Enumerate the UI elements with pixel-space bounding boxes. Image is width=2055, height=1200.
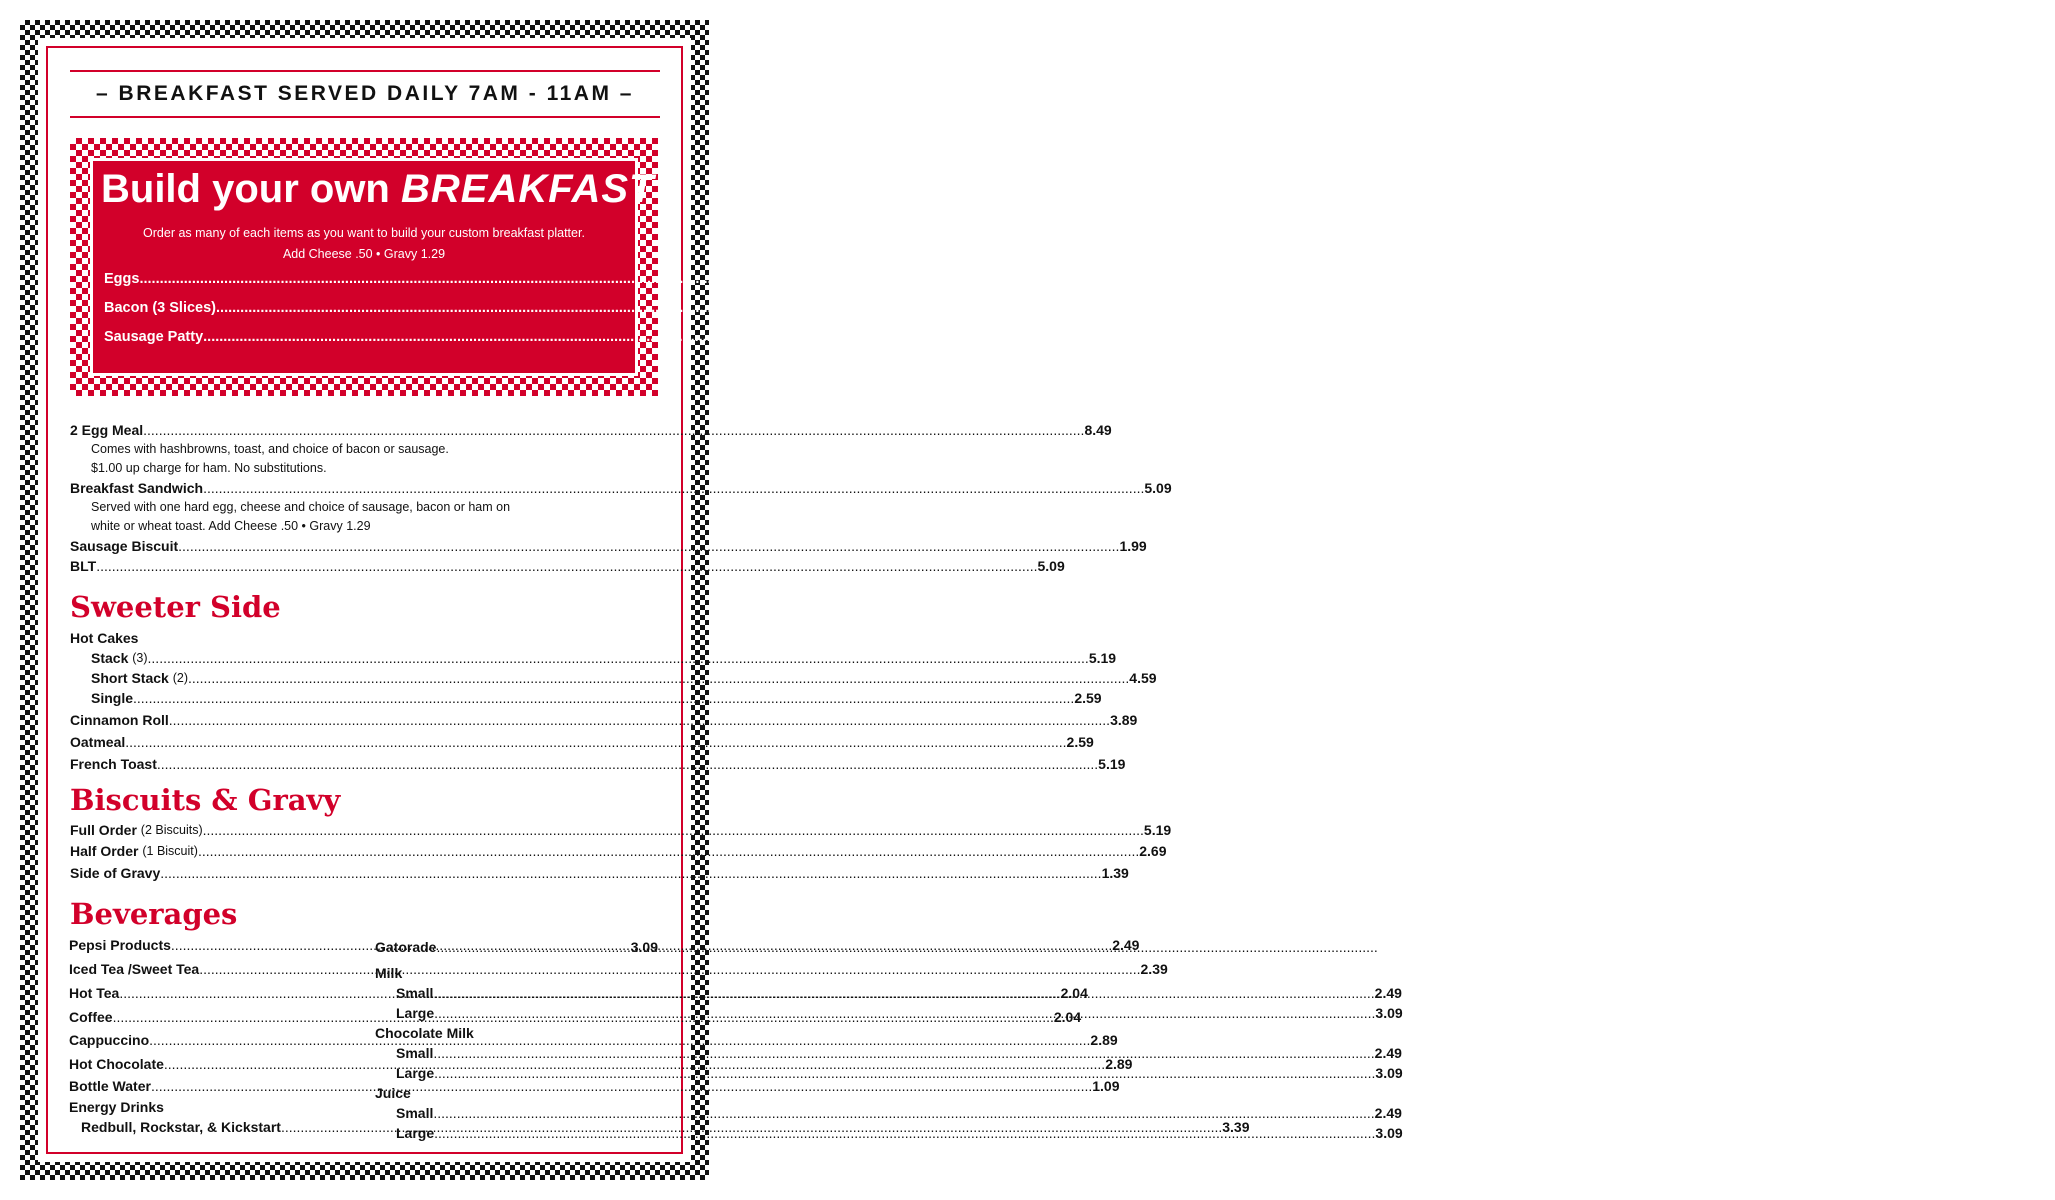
red-rule-top xyxy=(46,46,683,48)
menu-item: French Toast ..... 5.19 xyxy=(70,754,658,774)
menu-item: Small ..... 2.49 xyxy=(375,983,658,1003)
menu-item: Bottle Water ..... 1.09 xyxy=(69,1076,352,1096)
menu-item: Stack (3) ..... 5.19 xyxy=(70,648,658,668)
menu-item: Cappuccino ..... 2.89 xyxy=(69,1030,352,1050)
menu-item: Large ..... 3.09 xyxy=(375,1003,658,1023)
menu-item: Hashbrowns ..... 2.29 xyxy=(1074,298,2055,318)
menu-item: Cinnamon Roll ..... 3.89 xyxy=(70,710,658,730)
item-description: $1.00 up charge for ham. No substitutions. xyxy=(91,461,327,475)
item-description: white or wheat toast. Add Cheese .50 • Gravy 1.29 xyxy=(91,519,371,533)
menu-item: Sausage Biscuit ..... 1.99 xyxy=(70,536,658,556)
item-description: Served with one hard egg, cheese and choice of sausage, bacon or ham on xyxy=(91,500,511,514)
build-description: Order as many of each items as you want to build your custom breakfast platter. Add Cheese .50 • Gravy 1.29 xyxy=(143,226,585,261)
build-title: Build your own BREAKFAST xyxy=(101,167,655,211)
menu-item: White or Wheat Toast ..... 1.39 xyxy=(1074,327,2055,347)
build-items xyxy=(104,269,2055,347)
menu-item: Coffee ..... 2.04 xyxy=(69,1007,352,1027)
menu-item: Redbull, Rockstar, & Kickstart ..... 3.39 xyxy=(69,1117,352,1137)
menu-item: Full Order (2 Biscuits) ..... 5.19 xyxy=(70,820,658,840)
sweeter-side-heading: Sweeter Side xyxy=(70,590,281,624)
red-rule-left xyxy=(46,46,48,1154)
breakfast-hours-banner: – BREAKFAST SERVED DAILY 7AM - 11AM – xyxy=(70,70,660,118)
sweeter-items xyxy=(70,628,1157,774)
milk-label: Milk xyxy=(375,965,403,981)
menu-item: Oatmeal ..... 2.59 xyxy=(70,732,658,752)
menu-item: Large ..... 3.09 xyxy=(375,1123,658,1143)
menu-item: Hot Tea ..... 2.04 xyxy=(69,983,352,1003)
beverages-heading: Beverages xyxy=(70,897,238,931)
menu-item: Pepsi Products ..... 2.49 xyxy=(69,935,352,955)
main-items xyxy=(70,420,1172,576)
build-your-own-panel xyxy=(70,138,2055,396)
menu-item: 2 Egg Meal ..... 8.49 xyxy=(70,420,658,440)
menu-item: Small ..... 2.49 xyxy=(375,1043,658,1063)
menu-item: Side of Gravy ..... 1.39 xyxy=(70,863,658,883)
menu-item: Breakfast Sandwich ..... 5.09 xyxy=(70,478,658,498)
menu-item: Small ..... 2.49 xyxy=(375,1103,658,1123)
biscuits-gravy-heading: Biscuits & Gravy xyxy=(70,783,341,817)
menu-item: Bacon (3 Slices) ..... 2.69 xyxy=(104,298,1050,318)
menu-item: Large ..... 3.09 xyxy=(375,1063,658,1083)
menu-item: Hot Chocolate ..... 2.89 xyxy=(69,1054,352,1074)
menu-item: Short Stack (2) ..... 4.59 xyxy=(70,668,658,688)
red-rule-bottom xyxy=(46,1152,683,1154)
menu-item: Eggs ..... 1.39 xyxy=(104,269,1050,289)
energy-drinks-label: Energy Drinks xyxy=(69,1099,164,1115)
juice-label: Juice xyxy=(375,1085,411,1101)
menu-item: Sausage Patty ..... 1.49 xyxy=(104,327,1050,347)
menu-item: BLT ..... 5.09 xyxy=(70,556,658,576)
menu-item: Single ..... 2.59 xyxy=(70,688,658,708)
item-description: Comes with hashbrowns, toast, and choice of bacon or sausage. xyxy=(91,442,449,456)
chocolate-milk-label: Chocolate Milk xyxy=(375,1025,474,1041)
menu-item: Ham ..... 3.69 xyxy=(1074,269,2055,289)
menu-item: Iced Tea /Sweet Tea ..... 2.39 xyxy=(69,959,352,979)
hot-cakes-label: Hot Cakes xyxy=(70,630,139,646)
menu-item: Gatorade ..... 3.09 xyxy=(375,937,658,957)
menu-item: Half Order (1 Biscuit) ..... 2.69 xyxy=(70,841,658,861)
biscuit-items xyxy=(70,820,1172,883)
